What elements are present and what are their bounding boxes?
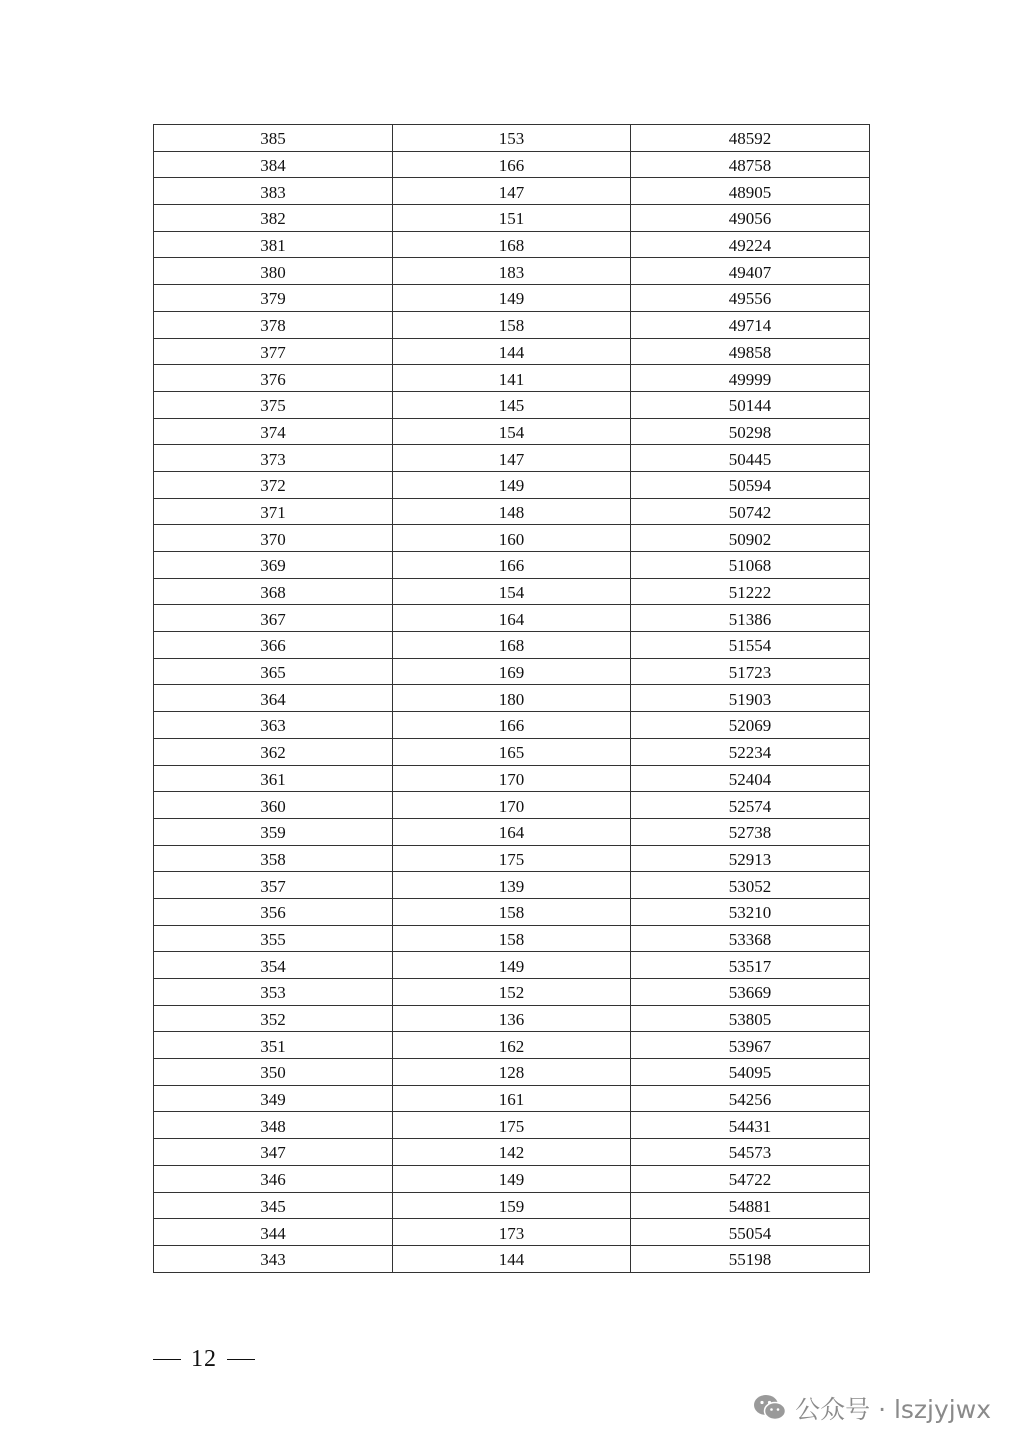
table-row <box>154 845 870 872</box>
table-row <box>154 258 870 285</box>
cumulative-cell: 50144 <box>631 391 870 418</box>
score-cell: 363 <box>154 712 393 739</box>
score-cell: 350 <box>154 1059 393 1086</box>
table-row <box>154 712 870 739</box>
score-cell: 376 <box>154 365 393 392</box>
count-cell: 149 <box>393 952 631 979</box>
cumulative-cell: 52913 <box>631 845 870 872</box>
count-cell: 183 <box>393 258 631 285</box>
table-row <box>154 605 870 632</box>
table-row <box>154 1219 870 1246</box>
table-row <box>154 231 870 258</box>
cumulative-cell: 55054 <box>631 1219 870 1246</box>
score-cell: 367 <box>154 605 393 632</box>
table-row <box>154 738 870 765</box>
table-row <box>154 125 870 152</box>
table-row <box>154 578 870 605</box>
count-cell: 149 <box>393 285 631 312</box>
count-cell: 154 <box>393 418 631 445</box>
score-cell: 383 <box>154 178 393 205</box>
count-cell: 169 <box>393 658 631 685</box>
count-cell: 151 <box>393 205 631 232</box>
table-row <box>154 979 870 1006</box>
score-cell: 358 <box>154 845 393 872</box>
cumulative-cell: 50594 <box>631 471 870 498</box>
cumulative-cell: 54573 <box>631 1139 870 1166</box>
score-cell: 346 <box>154 1165 393 1192</box>
table-row <box>154 1085 870 1112</box>
score-cell: 371 <box>154 498 393 525</box>
table-row <box>154 872 870 899</box>
score-cell: 353 <box>154 979 393 1006</box>
count-cell: 145 <box>393 391 631 418</box>
page-number <box>153 1346 255 1373</box>
score-cell: 380 <box>154 258 393 285</box>
cumulative-cell: 52404 <box>631 765 870 792</box>
table-row <box>154 792 870 819</box>
score-cell: 352 <box>154 1005 393 1032</box>
score-cell: 379 <box>154 285 393 312</box>
cumulative-cell: 49556 <box>631 285 870 312</box>
count-cell: 170 <box>393 765 631 792</box>
count-cell: 175 <box>393 1112 631 1139</box>
cumulative-cell: 52738 <box>631 818 870 845</box>
cumulative-cell: 54095 <box>631 1059 870 1086</box>
score-cell: 368 <box>154 578 393 605</box>
table-row <box>154 445 870 472</box>
count-cell: 159 <box>393 1192 631 1219</box>
table-row <box>154 1139 870 1166</box>
count-cell: 152 <box>393 979 631 1006</box>
table-row <box>154 898 870 925</box>
cumulative-cell: 48758 <box>631 151 870 178</box>
table-row <box>154 1192 870 1219</box>
cumulative-cell: 49858 <box>631 338 870 365</box>
score-cell: 385 <box>154 125 393 152</box>
cumulative-cell: 49056 <box>631 205 870 232</box>
cumulative-cell: 52069 <box>631 712 870 739</box>
table-row <box>154 151 870 178</box>
count-cell: 164 <box>393 818 631 845</box>
score-cell: 366 <box>154 632 393 659</box>
page-number-value: 12 <box>191 1346 217 1372</box>
cumulative-cell: 53967 <box>631 1032 870 1059</box>
cumulative-cell: 53210 <box>631 898 870 925</box>
table-row <box>154 418 870 445</box>
table-row <box>154 1032 870 1059</box>
table-row <box>154 658 870 685</box>
score-cell: 361 <box>154 765 393 792</box>
score-cell: 349 <box>154 1085 393 1112</box>
count-cell: 147 <box>393 178 631 205</box>
count-cell: 166 <box>393 151 631 178</box>
score-distribution-table <box>153 124 870 1273</box>
count-cell: 144 <box>393 1245 631 1272</box>
table-row <box>154 765 870 792</box>
cumulative-cell: 48592 <box>631 125 870 152</box>
page-number-dash-left <box>153 1359 181 1361</box>
cumulative-cell: 53805 <box>631 1005 870 1032</box>
score-cell: 370 <box>154 525 393 552</box>
table-row <box>154 685 870 712</box>
score-cell: 343 <box>154 1245 393 1272</box>
table-row <box>154 925 870 952</box>
table-row <box>154 365 870 392</box>
count-cell: 149 <box>393 471 631 498</box>
cumulative-cell: 50298 <box>631 418 870 445</box>
score-cell: 372 <box>154 471 393 498</box>
count-cell: 175 <box>393 845 631 872</box>
table-row <box>154 1112 870 1139</box>
cumulative-cell: 49407 <box>631 258 870 285</box>
table-row <box>154 391 870 418</box>
cumulative-cell: 51222 <box>631 578 870 605</box>
score-cell: 378 <box>154 311 393 338</box>
score-cell: 344 <box>154 1219 393 1246</box>
score-cell: 348 <box>154 1112 393 1139</box>
table-row <box>154 1245 870 1272</box>
cumulative-cell: 51554 <box>631 632 870 659</box>
count-cell: 168 <box>393 632 631 659</box>
count-cell: 149 <box>393 1165 631 1192</box>
cumulative-cell: 54881 <box>631 1192 870 1219</box>
score-cell: 345 <box>154 1192 393 1219</box>
count-cell: 166 <box>393 712 631 739</box>
count-cell: 168 <box>393 231 631 258</box>
cumulative-cell: 49714 <box>631 311 870 338</box>
cumulative-cell: 49224 <box>631 231 870 258</box>
count-cell: 154 <box>393 578 631 605</box>
cumulative-cell: 54256 <box>631 1085 870 1112</box>
cumulative-cell: 55198 <box>631 1245 870 1272</box>
count-cell: 162 <box>393 1032 631 1059</box>
score-cell: 374 <box>154 418 393 445</box>
score-cell: 364 <box>154 685 393 712</box>
score-cell: 357 <box>154 872 393 899</box>
cumulative-cell: 50445 <box>631 445 870 472</box>
score-cell: 365 <box>154 658 393 685</box>
cumulative-cell: 51386 <box>631 605 870 632</box>
score-cell: 384 <box>154 151 393 178</box>
count-cell: 170 <box>393 792 631 819</box>
count-cell: 147 <box>393 445 631 472</box>
score-cell: 373 <box>154 445 393 472</box>
count-cell: 158 <box>393 925 631 952</box>
score-cell: 356 <box>154 898 393 925</box>
count-cell: 153 <box>393 125 631 152</box>
table-row <box>154 498 870 525</box>
score-cell: 382 <box>154 205 393 232</box>
count-cell: 160 <box>393 525 631 552</box>
wechat-icon <box>753 1393 787 1423</box>
table-row <box>154 525 870 552</box>
cumulative-cell: 52234 <box>631 738 870 765</box>
cumulative-cell: 52574 <box>631 792 870 819</box>
score-cell: 355 <box>154 925 393 952</box>
count-cell: 142 <box>393 1139 631 1166</box>
cumulative-cell: 53368 <box>631 925 870 952</box>
count-cell: 180 <box>393 685 631 712</box>
score-cell: 362 <box>154 738 393 765</box>
table-row <box>154 285 870 312</box>
cumulative-cell: 53517 <box>631 952 870 979</box>
count-cell: 148 <box>393 498 631 525</box>
table-row <box>154 632 870 659</box>
score-cell: 377 <box>154 338 393 365</box>
count-cell: 136 <box>393 1005 631 1032</box>
table-row <box>154 952 870 979</box>
count-cell: 144 <box>393 338 631 365</box>
cumulative-cell: 51068 <box>631 552 870 579</box>
cumulative-cell: 50902 <box>631 525 870 552</box>
table-row <box>154 178 870 205</box>
score-cell: 351 <box>154 1032 393 1059</box>
page-number-dash-right <box>227 1359 255 1361</box>
table-row <box>154 818 870 845</box>
score-cell: 359 <box>154 818 393 845</box>
cumulative-cell: 49999 <box>631 365 870 392</box>
count-cell: 158 <box>393 311 631 338</box>
table-body <box>154 125 870 1273</box>
count-cell: 161 <box>393 1085 631 1112</box>
count-cell: 158 <box>393 898 631 925</box>
table-row <box>154 311 870 338</box>
count-cell: 139 <box>393 872 631 899</box>
table-row <box>154 1005 870 1032</box>
count-cell: 128 <box>393 1059 631 1086</box>
count-cell: 166 <box>393 552 631 579</box>
cumulative-cell: 50742 <box>631 498 870 525</box>
cumulative-cell: 51903 <box>631 685 870 712</box>
count-cell: 141 <box>393 365 631 392</box>
count-cell: 173 <box>393 1219 631 1246</box>
cumulative-cell: 51723 <box>631 658 870 685</box>
score-cell: 360 <box>154 792 393 819</box>
count-cell: 165 <box>393 738 631 765</box>
table-row <box>154 552 870 579</box>
wechat-watermark <box>753 1390 991 1426</box>
score-cell: 369 <box>154 552 393 579</box>
table-row <box>154 1165 870 1192</box>
cumulative-cell: 54431 <box>631 1112 870 1139</box>
table-row <box>154 471 870 498</box>
score-cell: 375 <box>154 391 393 418</box>
cumulative-cell: 48905 <box>631 178 870 205</box>
score-cell: 347 <box>154 1139 393 1166</box>
table-row <box>154 338 870 365</box>
score-cell: 354 <box>154 952 393 979</box>
cumulative-cell: 53669 <box>631 979 870 1006</box>
watermark-text: 公众号 · lszjyjwx <box>795 1395 991 1424</box>
score-cell: 381 <box>154 231 393 258</box>
cumulative-cell: 53052 <box>631 872 870 899</box>
cumulative-cell: 54722 <box>631 1165 870 1192</box>
table-row <box>154 205 870 232</box>
table-row <box>154 1059 870 1086</box>
count-cell: 164 <box>393 605 631 632</box>
